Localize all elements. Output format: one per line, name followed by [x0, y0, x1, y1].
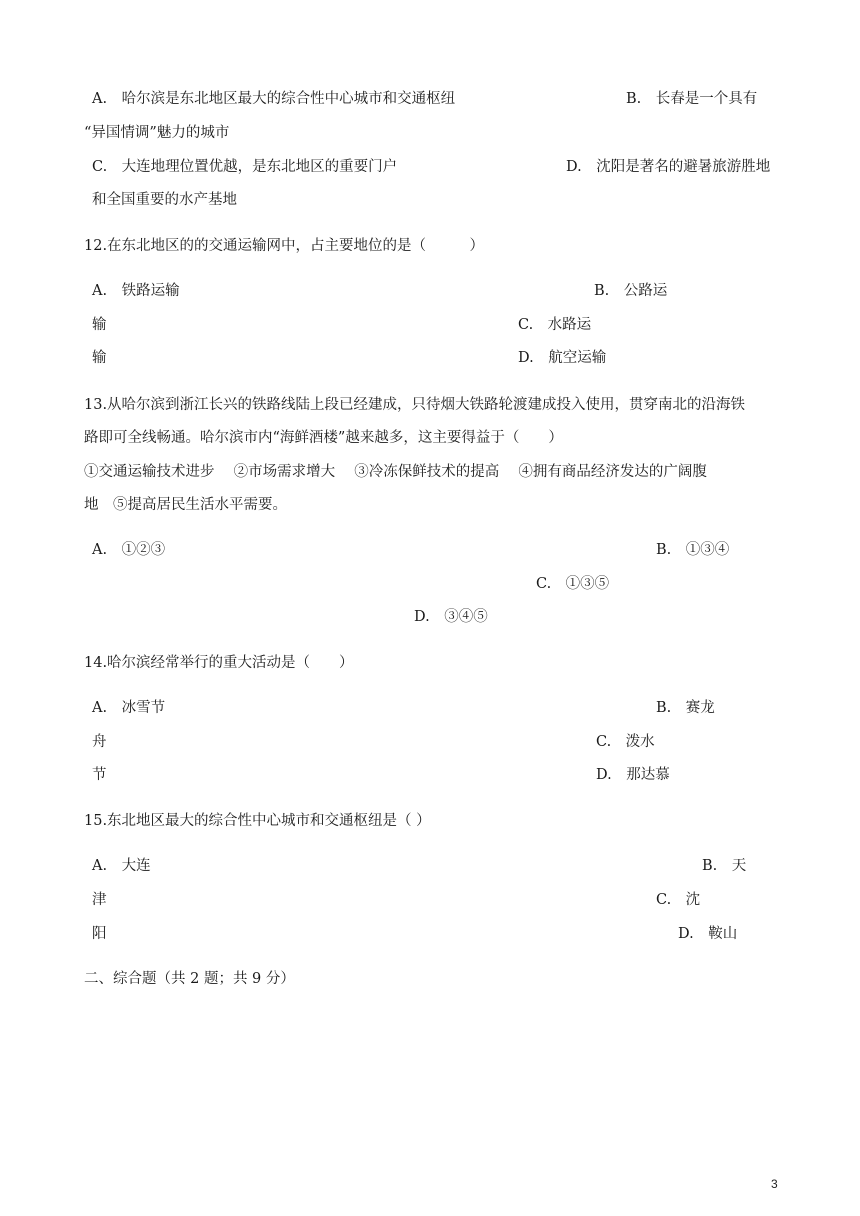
section-2-heading: 二、综合题（共 2 题；共 9 分）	[84, 971, 295, 987]
q12-option-d: D. 航空运输	[518, 350, 607, 366]
q13-choices-line1: ①交通运输技术进步 ②市场需求增大 ③冷冻保鲜技术的提高 ④拥有商品经济发达的广阔腹	[84, 464, 707, 480]
q12-option-a: A. 铁路运输	[92, 283, 180, 299]
q13-option-c: C. ①③⑤	[536, 576, 610, 592]
q11-option-a: A. 哈尔滨是东北地区最大的综合性中心城市和交通枢纽	[92, 91, 456, 107]
q15-option-b: B. 天	[702, 858, 747, 874]
q14-option-b-continued: 舟	[92, 734, 107, 750]
q11-option-d: D. 沈阳是著名的避暑旅游胜地	[566, 159, 771, 175]
q15-option-b-continued: 津	[92, 892, 107, 908]
q13-option-a: A. ①②③	[92, 542, 166, 558]
page-number: 3	[771, 1177, 778, 1191]
q14-option-c: C. 泼水	[596, 734, 655, 750]
q14-option-a: A. 冰雪节	[92, 700, 166, 716]
q11-option-b: B. 长春是一个具有	[626, 91, 758, 107]
q13-stem-line2: 路即可全线畅通。哈尔滨市内“海鲜酒楼”越来越多，这主要得益于（ ）	[84, 430, 563, 446]
q14-stem: 14.哈尔滨经常举行的重大活动是（ ）	[84, 655, 354, 671]
q14-option-c-continued: 节	[92, 767, 107, 783]
q12-option-c-continued: 输	[92, 350, 107, 366]
q14-option-b: B. 赛龙	[656, 700, 715, 716]
q11-option-c: C. 大连地理位置优越，是东北地区的重要门户	[92, 159, 398, 175]
q15-option-a: A. 大连	[92, 858, 151, 874]
q12-stem: 12.在东北地区的的交通运输网中，占主要地位的是（ ）	[84, 238, 485, 254]
q13-option-b: B. ①③④	[656, 542, 730, 558]
q13-stem-line1: 13.从哈尔滨到浙江长兴的铁路线陆上段已经建成，只待烟大铁路轮渡建成投入使用，贯穿南北的沿海铁	[84, 397, 746, 413]
q12-option-c: C. 水路运	[518, 317, 592, 333]
q11-option-d-continued: 和全国重要的水产基地	[92, 192, 237, 208]
q14-option-d: D. 那达慕	[596, 767, 670, 783]
q15-option-d: D. 鞍山	[678, 926, 738, 942]
q15-option-c-continued: 阳	[92, 926, 107, 942]
q11-option-b-continued: “异国情调”魅力的城市	[84, 125, 230, 141]
q13-choices-line2: 地 ⑤提高居民生活水平需要。	[84, 497, 287, 513]
q12-option-b-continued: 输	[92, 317, 107, 333]
q15-option-c: C. 沈	[656, 892, 701, 908]
q12-option-b: B. 公路运	[594, 283, 668, 299]
q15-stem: 15.东北地区最大的综合性中心城市和交通枢纽是（ ）	[84, 813, 431, 829]
q13-option-d: D. ③④⑤	[414, 609, 488, 625]
